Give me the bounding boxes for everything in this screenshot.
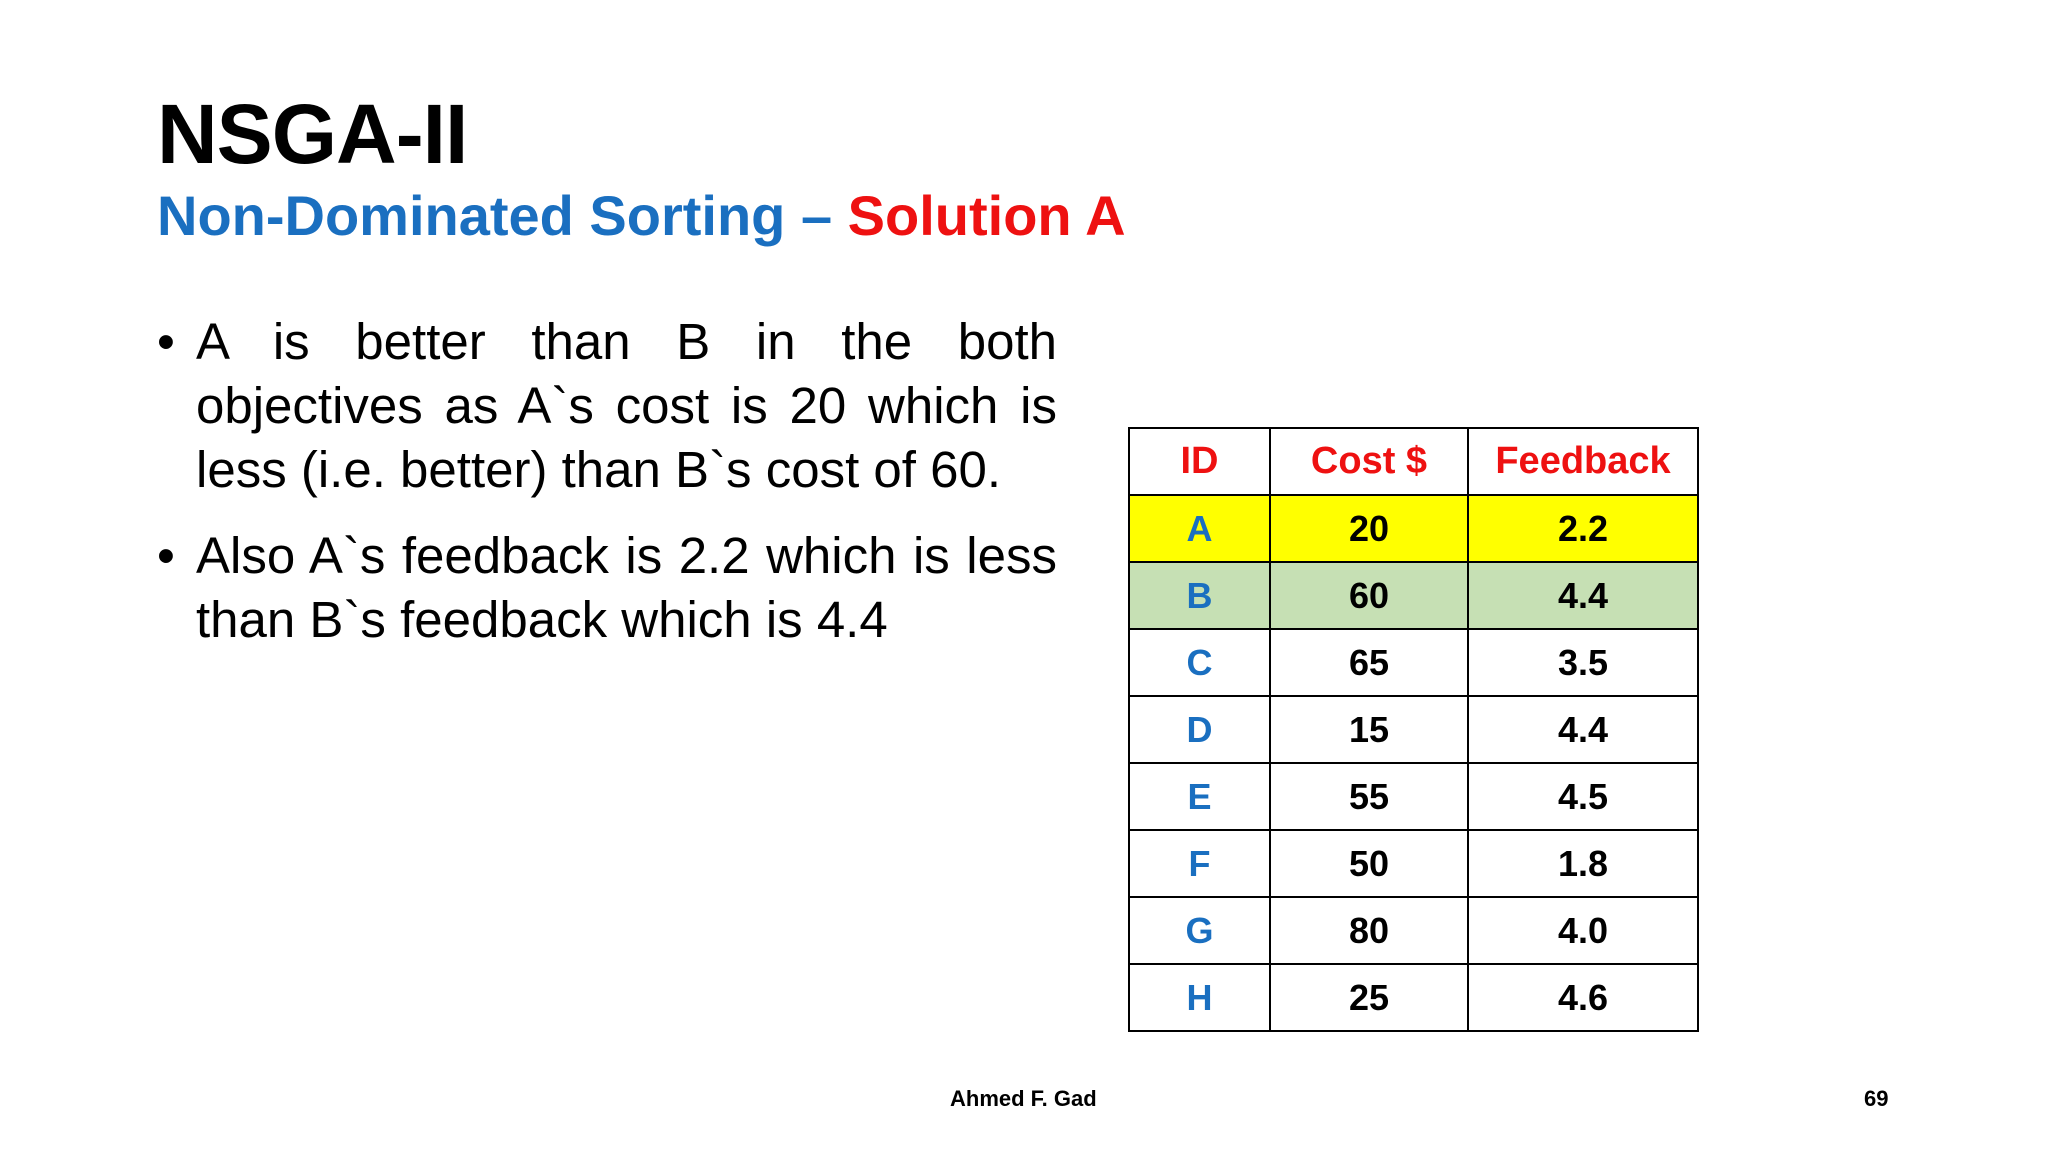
header-cost: Cost $ <box>1270 428 1468 495</box>
table-row <box>1129 495 1698 562</box>
cell-feedback: 3.5 <box>1468 629 1698 696</box>
cell-feedback: 4.4 <box>1468 696 1698 763</box>
bullet-item <box>157 310 1057 502</box>
cell-id: E <box>1129 763 1270 830</box>
cell-feedback: 4.4 <box>1468 562 1698 629</box>
cell-cost: 80 <box>1270 897 1468 964</box>
cell-id: F <box>1129 830 1270 897</box>
cell-feedback: 4.0 <box>1468 897 1698 964</box>
header-id: ID <box>1129 428 1270 495</box>
table-row <box>1129 830 1698 897</box>
table-row <box>1129 897 1698 964</box>
bullet-list <box>157 310 1057 674</box>
table-header-row <box>1129 428 1698 495</box>
cell-id: G <box>1129 897 1270 964</box>
cell-cost: 65 <box>1270 629 1468 696</box>
cell-feedback: 2.2 <box>1468 495 1698 562</box>
table-row <box>1129 629 1698 696</box>
cell-feedback: 4.5 <box>1468 763 1698 830</box>
bullet-text: Also A`s feedback is 2.2 which is less than B`s feedback which is 4.4 <box>196 527 1057 648</box>
subtitle-topic: Non-Dominated Sorting – <box>157 184 833 247</box>
slide-title: NSGA-II <box>157 87 468 181</box>
cell-id: H <box>1129 964 1270 1031</box>
solutions-table <box>1128 427 1699 1032</box>
cell-id: A <box>1129 495 1270 562</box>
slide-subtitle <box>157 184 1126 247</box>
bullet-dot-icon: • <box>157 313 175 370</box>
bullet-text: A is better than B in the both objectives as A`s cost is 20 which is less (i.e. better) than B`s cost of 60. <box>196 313 1057 498</box>
table-row <box>1129 763 1698 830</box>
bullet-dot-icon: • <box>157 527 175 584</box>
header-feedback: Feedback <box>1468 428 1698 495</box>
cell-feedback: 4.6 <box>1468 964 1698 1031</box>
cell-cost: 55 <box>1270 763 1468 830</box>
subtitle-highlight: Solution A <box>847 184 1126 247</box>
cell-cost: 20 <box>1270 495 1468 562</box>
table-row <box>1129 562 1698 629</box>
footer-author: Ahmed F. Gad <box>950 1086 1097 1111</box>
cell-id: B <box>1129 562 1270 629</box>
cell-cost: 50 <box>1270 830 1468 897</box>
cell-cost: 60 <box>1270 562 1468 629</box>
cell-feedback: 1.8 <box>1468 830 1698 897</box>
table-row <box>1129 696 1698 763</box>
cell-id: D <box>1129 696 1270 763</box>
cell-id: C <box>1129 629 1270 696</box>
cell-cost: 15 <box>1270 696 1468 763</box>
page-number: 69 <box>1864 1086 1889 1111</box>
table-row <box>1129 964 1698 1031</box>
bullet-item <box>157 524 1057 652</box>
cell-cost: 25 <box>1270 964 1468 1031</box>
